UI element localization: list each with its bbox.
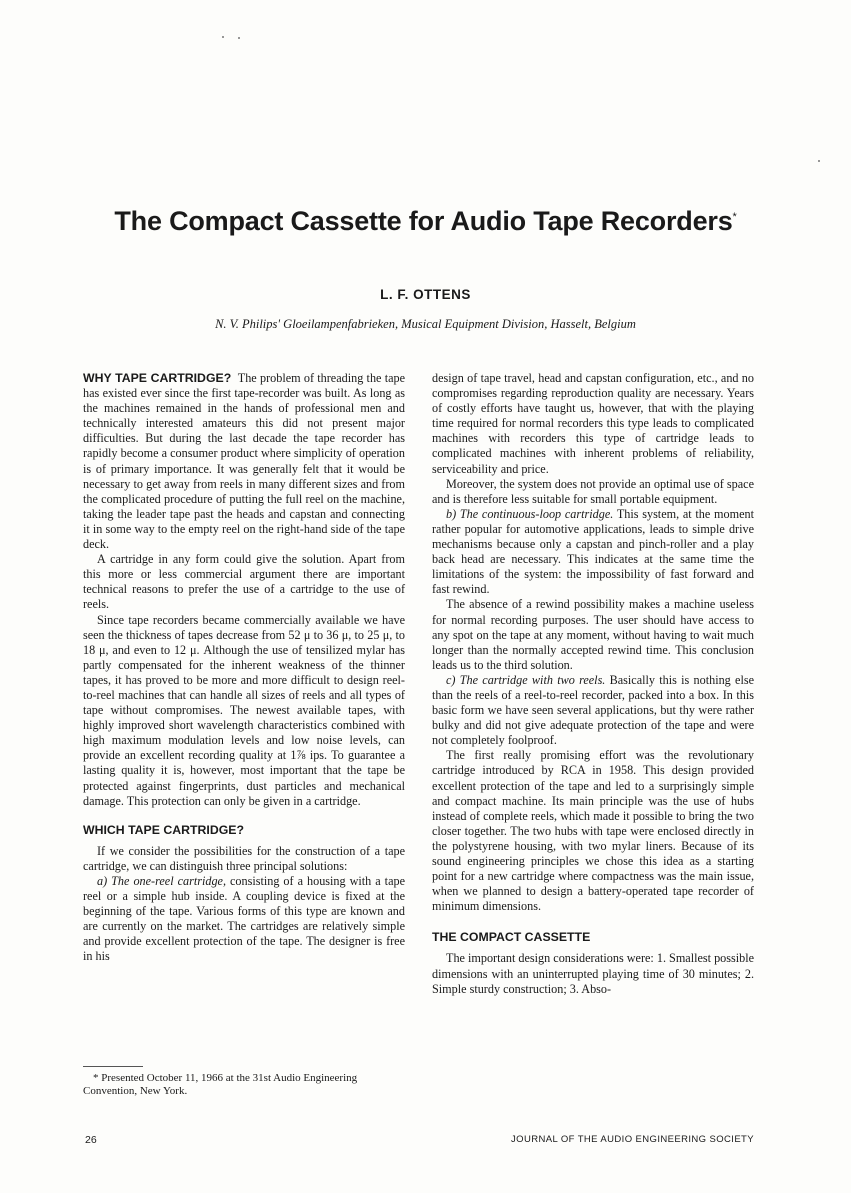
journal-name: JOURNAL OF THE AUDIO ENGINEERING SOCIETY [511, 1134, 754, 1145]
paper-title: The Compact Cassette for Audio Tape Recorders* [114, 206, 737, 236]
paragraph: The absence of a rewind possibility makes a machine useless for normal recording purposes. The user should have access to any spot on the tape at any moment, without having to wait much longer than the normally accepted rewind time. This conclusion leads us to the third solution. [432, 597, 754, 672]
scan-speck [222, 36, 224, 38]
title-footnote-mark: * [732, 211, 737, 223]
left-column [83, 371, 405, 965]
paragraph: c) The cartridge with two reels. Basically this is nothing else than the reels of a reel-to-reel recorder, packed into a box. In this basic form we have seen several applications, but thy were rather bulky and did not give adequate protection of the tape and were not completely foolproof. [432, 672, 754, 748]
page-number: 26 [85, 1134, 97, 1146]
footnote: * Presented October 11, 1966 at the 31st Audio Engineering Convention, New York. [83, 1072, 358, 1097]
paragraph: WHY TAPE CARTRIDGE? The problem of threading the tape has existed ever since the first tape-recorder was built. As long as the machines remained in the hands of professional men and technically interested amateurs this did not present major difficulties. But during the last decade the tape recorder has rapidly become a consumer product where simplicity of operation is of primary importance. It was generally felt that it would be necessary to get away from reels in many different sizes and from the complicated procedure of putting the full reel on the machine, taking the leader tape past the heads and capstan and connecting it in some way to the empty reel on the right-hand side of the tape deck. [83, 371, 406, 552]
paragraph: a) The one-reel cartridge, consisting of a housing with a tape reel or a simple hub inside. A coupling device is fixed at the beginning of the tape. Various forms of this type are known and are currently on the market. The cartridges are relatively simple and provide excellent protection of the tape. The designer is free in his [83, 874, 405, 964]
paragraph: The important design considerations were: 1. Smallest possible dimensions with an uninterrupted playing time of 30 minutes; 2. Simple sturdy construction; 3. Abso- [432, 951, 755, 996]
footnote-divider [83, 1066, 143, 1067]
section-heading-which: WHICH TAPE CARTRIDGE? [83, 822, 244, 837]
paragraph: b) The continuous-loop cartridge. This system, at the moment rather popular for automotive applications, leads to simple drive mechanisms because only a capstan and pinch-roller and a play back head are necessary. This indicates at the same time the limitations of the system: the impossibility of fast forward and fast rewind. [432, 506, 754, 597]
paragraph: If we consider the possibilities for the construction of a tape cartridge, we can distinguish three principal solutions: [83, 843, 405, 873]
scan-speck [238, 37, 240, 39]
scan-speck [818, 160, 820, 162]
item-label: c) The cartridge with two reels. [446, 672, 606, 687]
section-heading-why: WHY TAPE CARTRIDGE? [83, 371, 232, 385]
affiliation: N. V. Philips' Gloeilampenfabrieken, Musical Equipment Division, Hasselt, Belgium [215, 317, 636, 331]
paragraph: Moreover, the system does not provide an optimal use of space and is therefore less suitable for small portable equipment. [432, 476, 754, 506]
author: L. F. OTTENS [380, 287, 471, 302]
right-column [432, 371, 754, 997]
paragraph: A cartridge in any form could give the solution. Apart from this more or less commercial argument there are important technical reasons to prefer the use of a cartridge to the use of reels. [83, 552, 405, 612]
item-label: a) The one-reel cartridge, [97, 874, 226, 888]
paragraph: The first really promising effort was the revolutionary cartridge introduced by RCA in 1958. This design provided excellent protection of the tape and led to a surprisingly simple and compact machine. Its main principle was the use of hubs instead of complete reels, which made it possible to bring the two closer together. The two hubs with tape were enclosed directly in the polystyrene housing, with two mylar liners. Because of its sound engineering principles we chose this idea as a starting point for a new cartridge where compactness was the main issue, when we planned to design a battery-operated tape recorder of minimum dimensions. [432, 748, 754, 914]
paragraph: Since tape recorders became commercially available we have seen the thickness of tapes decrease from 52 μ to 36 μ, to 25 μ, to 18 μ, and even to 12 μ. Although the use of tensilized mylar has partly compensated for the inherent weakness of the thinner tapes, it has proved to be more and more difficult to design reel-to-reel machines that can handle all sizes of reels and all types of tape without compromises. The newest available tapes, with highly improved short wavelength characteristics combined with high maximum modulation levels and low noise levels, can provide an excellent recording quality at 1⅞ ips. To guarantee a lasting quality it is, however, most important that the tape be protected against fingerprints, dust particles and mechanical damage. This protection can only be given in a cartridge. [83, 612, 405, 808]
section-heading-compact: THE COMPACT CASSETTE [432, 930, 591, 945]
paragraph: design of tape travel, head and capstan configuration, etc., and no compromises regarding reproduction quality are necessary. Years of costly efforts have taught us, however, that with the playing time required for normal recorders this type leads to complicated machines with recorders this type of cartridge leads to complicated machines with inherent problems of reliability, serviceability and price. [432, 371, 754, 476]
item-label: b) The continuous-loop cartridge. [446, 506, 614, 521]
